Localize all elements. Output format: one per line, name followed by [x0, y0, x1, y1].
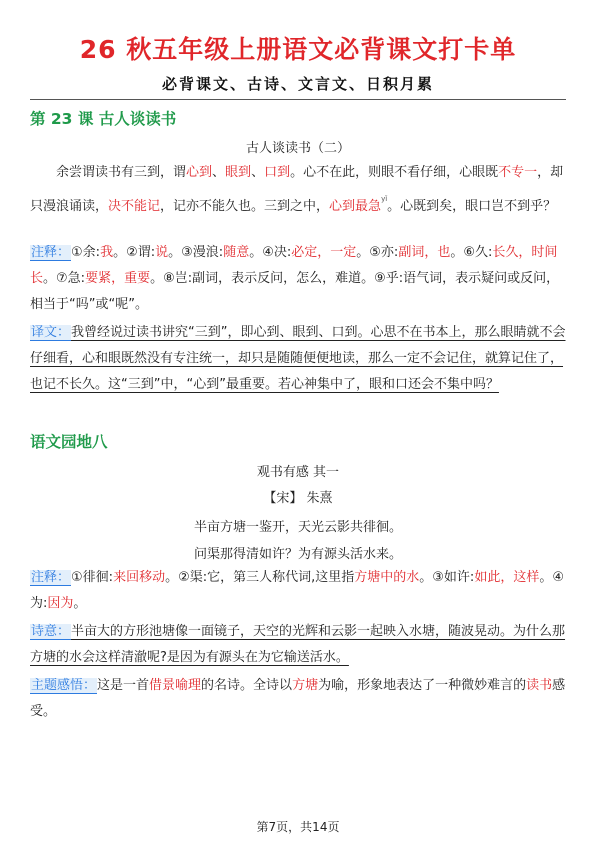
note-segment: 。⑧岂:副词，表示反问，怎么，难道。⑨乎:语气词，表示疑问或反问，相当于“吗”或“呢”。	[30, 271, 560, 312]
section-heading-garden-8: 语文园地八	[30, 433, 108, 451]
poem-author: 【宋】 朱熹	[263, 491, 333, 506]
poem-title: 观书有感 其一	[256, 465, 340, 480]
page-subtitle: 必背课文、古诗、文言文、日积月累	[161, 75, 434, 93]
theme-segment: 这是一首	[97, 678, 150, 693]
pinyin-annotation: yǐ	[381, 195, 388, 203]
note-segment: 。②渠:它，第三人称代词,这里指	[165, 570, 355, 585]
poem-meaning	[30, 619, 566, 671]
note-highlight: 要紧，重要	[85, 271, 151, 286]
theme-highlight: 方塘	[292, 678, 319, 693]
page-title: 26 秋五年级上册语文必背课文打卡单	[79, 35, 517, 64]
text-highlight: 心到	[186, 165, 213, 180]
lesson-notes	[30, 240, 566, 318]
meaning-text: 半亩大的方形池塘像一面镜子，天空的光辉和云影一起映入水塘，随波晃动。为什么那方塘的水会这样清澈呢?是因为有源头在为它输送活水。	[30, 624, 566, 665]
poem-notes	[30, 565, 566, 617]
header-divider	[30, 99, 566, 100]
text-highlight: 决不能记	[108, 199, 161, 214]
text-highlight: 不专一	[498, 165, 538, 180]
classical-text	[30, 160, 566, 220]
section-heading-lesson-23: 第 23 课 古人谈读书	[30, 110, 177, 128]
theme-label: 主题感悟：	[31, 678, 97, 693]
text-title: 古人谈读书（二）	[245, 141, 350, 156]
text-segment: 、	[212, 165, 226, 180]
note-segment: 。	[73, 596, 87, 611]
notes-label: 注释：	[31, 245, 71, 260]
theme-highlight: 读书	[526, 678, 553, 693]
note-highlight: 长久，时间长	[30, 245, 558, 286]
note-segment: 。④决:	[249, 245, 292, 260]
text-segment: ，却只漫浪诵读，	[30, 165, 564, 214]
note-segment: ①余:	[71, 245, 101, 260]
note-highlight: 必定，一定	[291, 245, 357, 260]
notes-label: 注释：	[31, 570, 71, 585]
meaning-label: 诗意：	[31, 624, 71, 639]
note-segment: ①徘徊:	[71, 570, 114, 585]
text-segment: ，记亦不能久也。三到之中，	[160, 199, 330, 214]
poem-line: 半亩方塘一鉴开，天光云影共徘徊。	[193, 520, 402, 535]
lesson-translation	[30, 320, 566, 398]
text-highlight: 眼到	[225, 165, 252, 180]
poem-theme	[30, 673, 566, 725]
note-segment: 。②谓:	[113, 245, 156, 260]
note-segment: 。⑦急:	[43, 271, 86, 286]
translation-text: 我曾经说过读书讲究“三到”，即心到、眼到、口到。心思不在书本上，那么眼睛就不会仔细看，心和眼既然没有专注统一，却只是随随便便地读，那么一定不会记住，就算记住了，也记不长久。这“三到”中，“心到”最重要。若心神集中了，眼和口还会不集中吗？	[30, 325, 566, 392]
poem-line: 问渠那得清如许？为有源头活水来。	[193, 547, 402, 562]
theme-segment: 的名诗。全诗以	[201, 678, 293, 693]
text-highlight: 口到	[264, 165, 291, 180]
note-highlight: 随意	[223, 245, 250, 260]
note-highlight: 方塘中的水	[354, 570, 420, 585]
page-number: 第7页，共14页	[256, 820, 340, 834]
note-highlight: 副词，也	[398, 245, 451, 260]
text-segment: 、	[251, 165, 265, 180]
theme-segment: 感受。	[30, 678, 566, 719]
theme-segment: 为喻，形象地表达了一种微妙难言的	[318, 678, 527, 693]
note-segment: 。⑥久:	[450, 245, 493, 260]
note-highlight: 说	[155, 245, 169, 260]
note-segment: 。③漫浪:	[168, 245, 224, 260]
note-highlight: 如此，这样	[474, 570, 540, 585]
text-highlight: 心到最急	[329, 199, 382, 214]
text-segment: 余尝谓读书有三到，谓	[56, 165, 187, 180]
note-segment: 。③如许:	[419, 570, 475, 585]
note-highlight: 因为	[47, 596, 74, 611]
note-highlight: 来回移动	[113, 570, 166, 585]
note-segment: 。④为:	[30, 570, 564, 611]
text-segment: 。心既到矣，眼口岂不到乎？	[387, 199, 557, 214]
theme-highlight: 借景喻理	[149, 678, 202, 693]
text-segment: 。心不在此，则眼不看仔细，心眼既	[290, 165, 499, 180]
note-highlight: 我	[100, 245, 114, 260]
translation-label: 译文：	[31, 325, 71, 340]
note-segment: 。⑤亦:	[356, 245, 399, 260]
